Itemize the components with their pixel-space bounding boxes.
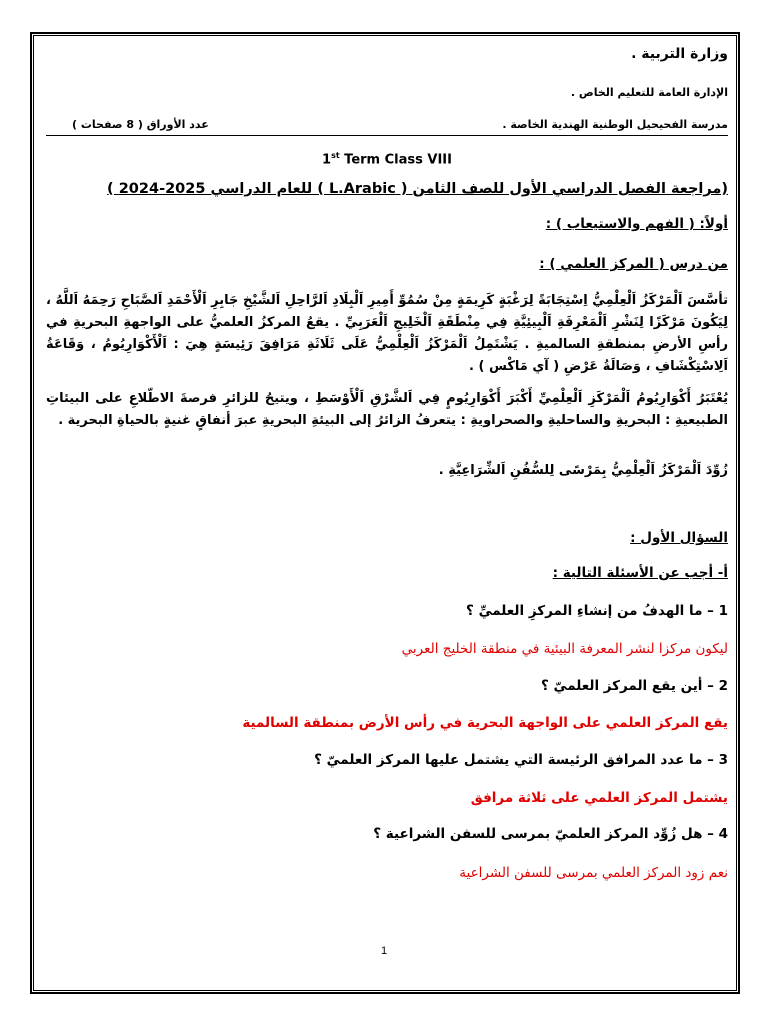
pages-count: عدد الأوراق ( 8 صفحات ) <box>72 118 209 131</box>
question-4: 4 – هل زُوِّد المركز العلميّ بمرسى للسفن الشراعية ؟ <box>373 826 728 842</box>
term-class-label <box>46 151 728 167</box>
answer-4: نعم زود المركز العلمي بمرسى للسفن الشراعية <box>459 865 728 881</box>
question-subheading: أ- أجب عن الأسئلة التالية : <box>552 565 728 581</box>
answer-1: ليكون مركزا لنشر المعرفة البيئية في منطقة الخليج العربي <box>401 641 728 657</box>
answer-2: يقع المركز العلمي على الواجهة البحرية في رأس الأرض بمنطقة السالمية <box>242 715 728 731</box>
term-sup: st <box>331 151 340 160</box>
school-row <box>46 118 728 136</box>
section-title: أولاً: ( الفهم والاستيعاب ) : <box>545 216 728 232</box>
lesson-title: من درس ( المركز العلمي ) : <box>539 256 728 272</box>
answer-3: يشتمل المركز العلمي على ثلاثة مرافق <box>470 790 728 806</box>
question-heading: السؤال الأول : <box>630 530 728 546</box>
passage-paragraph-1: تأسَّسَ اَلْمَرْكَزُ اَلْعِلْمِيُّ اِسْتِجَابَةً لِرَغْبَةٍ كَرِيمَةٍ مِنْ سُمُوِّ أَمِيرِ اَلْبِلَادِ اَلرَّاحِلِ اَلشَّيْخِ جَابِرِ اَلْأَحْمَدِ اَلصَّبَاحِ رَحِمَهُ اَللَّهُ ، لِيَكُونَ مَرْكَزًا لِنَشْرِ اَلْمَعْرِفَةِ اَلْبِيئِيَّةِ فِي مِنْطَقَةِ اَلْخَلِيجِ اَلْعَرَبِيِّ . يقعُ المركزُ العلميُّ على الواجهةِ البحريةِ في رأسِ الأرضِ بمنطقةِ السالميةِ . يَشْتَمِلُ اَلْمَرْكَزُ اَلْعِلْمِيُّ عَلَى ثَلَاثَةِ مَرَافِقَ رَئِيسَةٍ هِيَ : اَلْأَكْوَارِيُومُ ، وَقَاعَةُ اَلِاسْتِكْشَافِ ، وَصَالَةُ عَرْضِ ( آي مَاكْس ) . <box>46 293 728 374</box>
question-1: 1 – ما الهدفُ من إنشاءِ المركزِ العلميِّ ؟ <box>466 603 728 619</box>
school-name: مدرسة الفحيحيل الوطنية الهندية الخاصة . <box>502 118 728 131</box>
term-rest: Term Class VIII <box>339 152 452 168</box>
question-3: 3 – ما عدد المرافق الرئيسة التي يشتمل عليها المركز العلميّ ؟ <box>314 752 728 768</box>
directorate-name: الإدارة العامة للتعليم الخاص . <box>570 86 728 99</box>
page-number: 1 <box>380 945 388 957</box>
question-2: 2 – أين يقع المركز العلميّ ؟ <box>541 678 728 694</box>
term-prefix: 1 <box>322 152 332 168</box>
passage-paragraph-3: زُوِّدَ اَلْمَرْكَزُ اَلْعِلْمِيُّ بِمَرْسًى لِلسُّفُنِ اَلشِّرَاعِيَّةِ . <box>438 463 728 478</box>
passage-paragraph-2: يُعْتَبَرُ أَكْوَارِيُومُ اَلْمَرْكَزِ اَلْعِلْمِيِّ أَكْبَرَ أَكْوَارِيُومٍ فِي اَلشَّرْقِ اَلْأَوْسَطِ ، ويتيحُ للزائرِ فرصةَ الاطّلاعِ على البيئاتِ الطبيعيةِ : البحريةِ والساحليةِ والصحراويةِ : يتعرفُ الزائرُ إلى البيئةِ البحريةِ عبرَ أنفاقٍ غنيةٍ بالحياةِ البحرية . <box>46 391 728 428</box>
review-title: (مراجعة الفصل الدراسي الأول للصف الثامن ( L.Arabic ) للعام الدراسي 2025-2024 ) <box>107 181 728 197</box>
ministry-name: وزارة التربية . <box>631 46 728 62</box>
page-border <box>30 32 740 994</box>
